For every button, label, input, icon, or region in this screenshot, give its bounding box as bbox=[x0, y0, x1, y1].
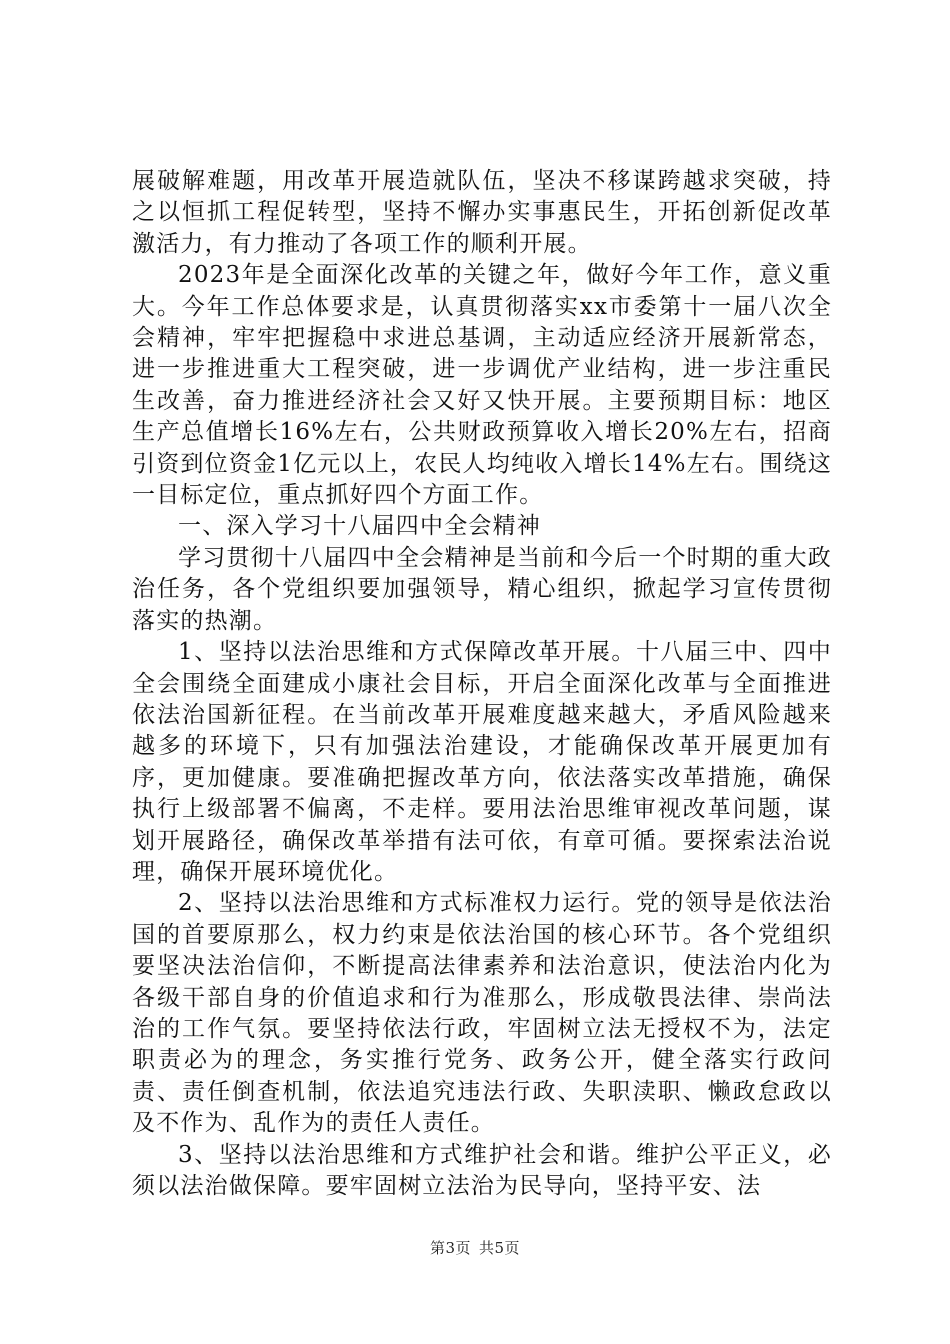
paragraph-item-2: 2、坚持以法治思维和方式标准权力运行。党的领导是依法治国的首要原那么，权力约束是依法治国的核心环节。各个党组织要坚决法治信仰，不断提高法律素养和法治意识，使法治内化为各级干部自身的价值追求和行为准那么，形成敬畏法律、崇尚法治的工作气氛。要坚持依法行政，牢固树立法无授权不为，法定职责必为的理念，务实推行党务、政务公开，健全落实行政问责、责任倒查机制，依法追究违法行政、失职渎职、懒政怠政以及不作为、乱作为的责任人责任。 bbox=[132, 890, 832, 1137]
page-footer bbox=[0, 1238, 950, 1258]
document-body bbox=[132, 166, 832, 1202]
paragraph-item-3: 3、坚持以法治思维和方式维护社会和谐。维护公平正义，必须以法治做保障。要牢固树立法治为民导向，坚持平安、法 bbox=[132, 1141, 832, 1199]
paragraph-1: 展破解难题，用改革开展造就队伍，坚决不移谋跨越求突破，持之以恒抓工程促转型，坚持不懈办实事惠民生，开拓创新促改革激活力，有力推动了各项工作的顺利开展。 bbox=[132, 168, 832, 257]
paragraph-2: 2023年是全面深化改革的关键之年，做好今年工作，意义重大。今年工作总体要求是，认真贯彻落实xx市委第十一届八次全会精神，牢牢把握稳中求进总基调，主动适应经济开展新常态，进一步推进重大工程突破，进一步调优产业结构，进一步注重民生改善，奋力推进经济社会又好又快开展。主要预期目标：地区生产总值增长16%左右，公共财政预算收入增长20%左右，招商引资到位资金1亿元以上，农民人均纯收入增长14%左右。围绕这一目标定位，重点抓好四个方面工作。 bbox=[132, 262, 832, 509]
paragraph-item-1: 1、坚持以法治思维和方式保障改革开展。十八届三中、四中全会围绕全面建成小康社会目标，开启全面深化改革与全面推进依法治国新征程。在当前改革开展难度越来越大，矛盾风险越来越多的环境下，只有加强法治建设，才能确保改革开展更加有序，更加健康。要准确把握改革方向，依法落实改革措施，确保执行上级部署不偏离，不走样。要用法治思维审视改革问题，谋划开展路径，确保改革举措有法可依，有章可循。要探索法治说理，确保开展环境优化。 bbox=[132, 639, 832, 885]
page-number-total: 共5页 bbox=[479, 1239, 521, 1257]
page-number-current: 第3页 bbox=[429, 1239, 471, 1257]
section-heading-1: 一、深入学习十八届四中全会精神 bbox=[178, 513, 541, 540]
paragraph-3: 学习贯彻十八届四中全会精神是当前和今后一个时期的重大政治任务，各个党组织要加强领导，精心组织，掀起学习宣传贯彻落实的热潮。 bbox=[132, 544, 832, 634]
